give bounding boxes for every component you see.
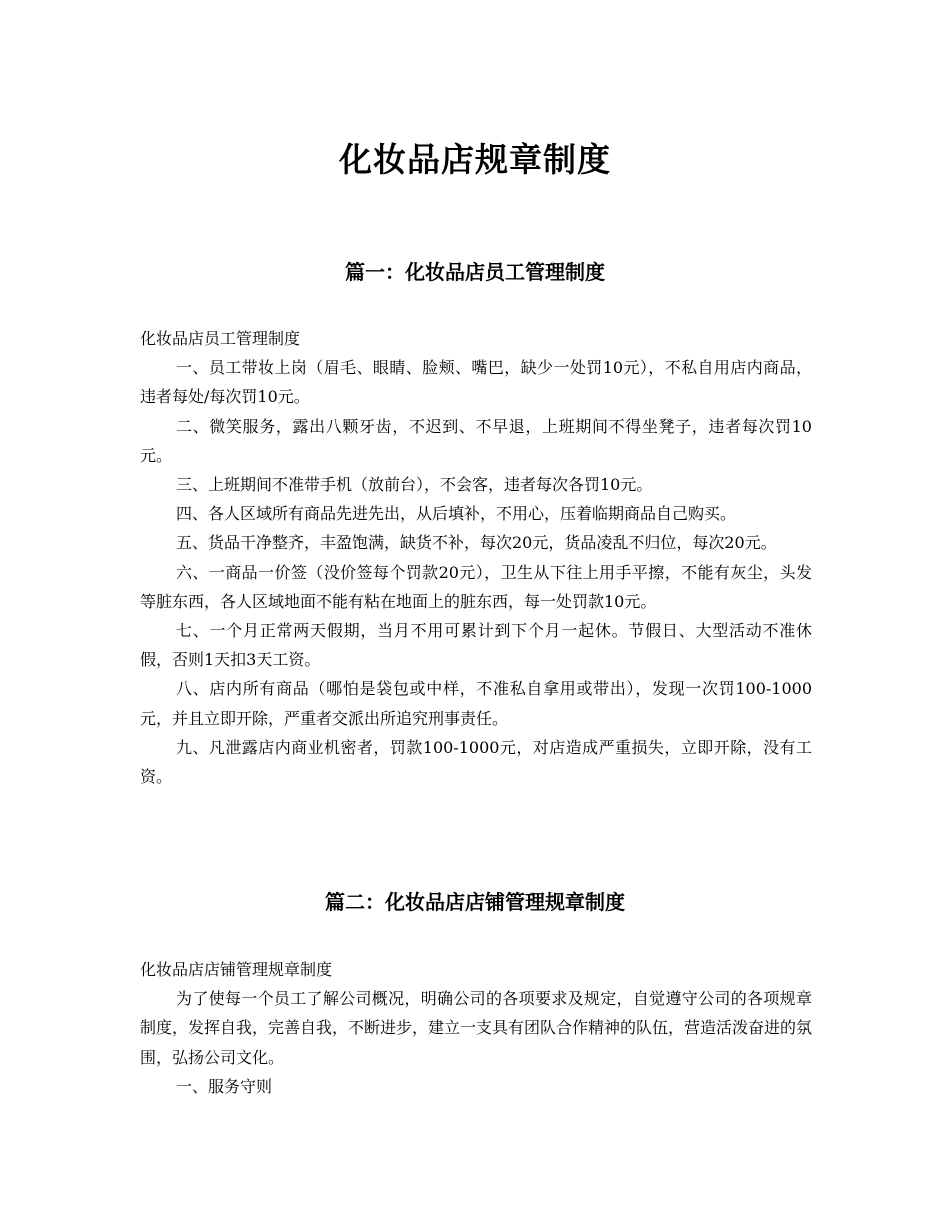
rule-item-4: 四、各人区域所有商品先进先出，从后填补，不用心，压着临期商品自己购买。 [176, 504, 737, 524]
rule-item-2: 二、微笑服务，露出八颗牙齿，不迟到、不早退，上班期间不得坐凳子，违者每次罚10元。 [140, 416, 812, 465]
rule-item-8: 八、店内所有商品（哪怕是袋包或中样，不准私自拿用或带出），发现一次罚100-1000元，并且立即开除，严重者交派出所追究刑事责任。 [140, 679, 812, 728]
section-1-subtitle: 化妆品店员工管理制度 [140, 329, 301, 348]
rule-item-9: 九、凡泄露店内商业机密者，罚款100-1000元，对店造成严重损失，立即开除，没有工资。 [140, 737, 812, 787]
section-2-subtitle: 化妆品店店铺管理规章制度 [140, 960, 333, 979]
rule-item-5: 五、货品干净整齐，丰盈饱满，缺货不补，每次20元，货品凌乱不归位，每次20元。 [176, 533, 777, 553]
section-2-body [140, 955, 812, 1101]
rule-item-3: 三、上班期间不准带手机（放前台），不会客，违者每次各罚10元。 [176, 475, 653, 495]
document-title: 化妆品店规章制度 [339, 140, 611, 179]
section-heading-2: 篇二：化妆品店店铺管理规章制度 [325, 890, 625, 914]
rule-item-7: 七、一个月正常两天假期，当月不用可累计到下个月一起休。节假日、大型活动不准休假，否则1天扣3天工资。 [140, 621, 812, 670]
section-heading-1: 篇一：化妆品店员工管理制度 [345, 260, 605, 284]
section-1-body [140, 324, 812, 791]
section-2-intro: 为了使每一个员工了解公司概况，明确公司的各项要求及规定，自觉遵守公司的各项规章制度，发挥自我，完善自我，不断进步，建立一支具有团队合作精神的队伍，营造活泼奋进的氛围，弘扬公司文化。 [140, 989, 813, 1067]
section-2-item-1: 一、服务守则 [176, 1076, 273, 1096]
rule-item-6: 六、一商品一价签（没价签每个罚款20元），卫生从下往上用手平擦，不能有灰尘，头发等脏东西，各人区域地面不能有粘在地面上的脏东西，每一处罚款10元。 [140, 562, 812, 611]
rule-item-1: 一、员工带妆上岗（眉毛、眼睛、脸颊、嘴巴，缺少一处罚10元），不私自用店内商品，违者每处/每次罚10元。 [140, 358, 812, 407]
